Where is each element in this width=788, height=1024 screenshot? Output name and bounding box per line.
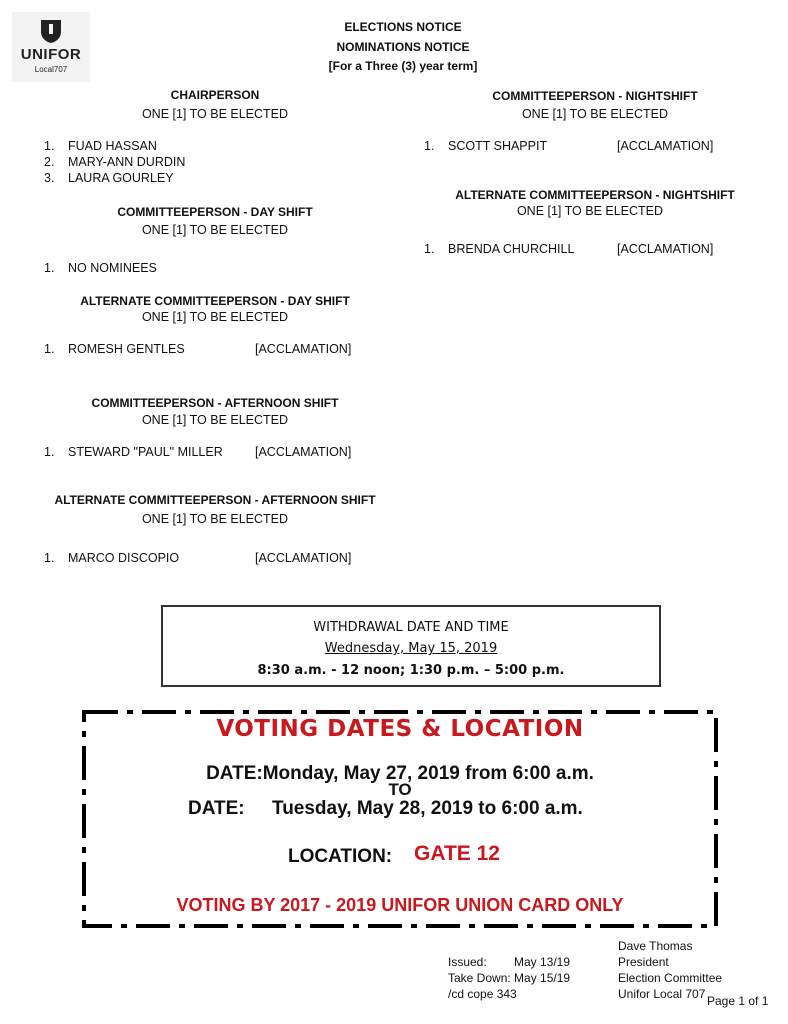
issued-date: May 13/19 [514,955,571,969]
alt-day-shift-elect: ONE [1] TO BE ELECTED [141,310,289,324]
signer-name: Dave Thomas [618,939,693,953]
unifor-logo [12,12,90,82]
elections-notice-title: ELECTIONS NOTICE [344,20,462,34]
unifor-shield-icon [38,18,64,44]
logo-word: UNIFOR [20,46,82,63]
list-item: 1. SCOTT SHAPPIT [424,139,548,153]
location-value: GATE 12 [414,842,500,865]
signer-committee: Election Committee [618,971,723,985]
acclamation-status: [ACCLAMATION] [255,342,352,356]
withdrawal-title: WITHDRAWAL DATE AND TIME [313,620,509,635]
voting-card-note: VOTING BY 2017 - 2019 UNIFOR UNION CARD ONLY [176,895,624,915]
list-item: 1. STEWARD "PAUL" MILLER [44,445,223,459]
voting-title: VOTING DATES & LOCATION [216,716,584,742]
voting-date-1: DATE:Monday, May 27, 2019 from 6:00 a.m. [206,763,594,784]
nominations-notice-title: NOMINATIONS NOTICE [336,40,470,54]
acclamation-status: [ACCLAMATION] [617,139,714,153]
location-label: LOCATION: [288,846,393,867]
take-down-date: Take Down: May 15/19 [448,971,571,985]
withdrawal-times: 8:30 a.m. - 12 noon; 1:30 p.m. – 5:00 p.m. [257,663,565,678]
alt-afternoon-shift-heading: ALTERNATE COMMITTEEPERSON - AFTERNOON SHIFT [54,493,376,507]
voting-to: TO [388,780,412,799]
day-shift-elect: ONE [1] TO BE ELECTED [141,223,289,237]
voting-date-2: Tuesday, May 28, 2019 to 6:00 a.m. [272,798,583,819]
logo-local: Local707 [34,65,68,74]
day-shift-heading: COMMITTEEPERSON - DAY SHIFT [117,205,313,219]
acclamation-status: [ACCLAMATION] [255,445,352,459]
acclamation-status: [ACCLAMATION] [255,551,352,565]
afternoon-shift-heading: COMMITTEEPERSON - AFTERNOON SHIFT [91,396,339,410]
list-item: 1. MARCO DISCOPIO [44,551,180,565]
reference-code: /cd cope 343 [448,987,517,1001]
afternoon-shift-elect: ONE [1] TO BE ELECTED [141,413,289,427]
list-item: 1. NO NOMINEES [44,261,157,275]
page-number: Page 1 of 1 [707,994,769,1008]
chairperson-heading: CHAIRPERSON [170,88,260,102]
list-item: 1. BRENDA CHURCHILL [424,242,575,256]
list-item: 2. MARY-ANN DURDIN [44,155,186,169]
acclamation-status: [ACCLAMATION] [617,242,714,256]
alt-afternoon-shift-elect: ONE [1] TO BE ELECTED [141,512,289,526]
list-item: 3. LAURA GOURLEY [44,171,174,185]
nightshift-elect: ONE [1] TO BE ELECTED [521,107,669,121]
list-item: 1. FUAD HASSAN [44,139,157,153]
alt-nightshift-elect: ONE [1] TO BE ELECTED [516,204,664,218]
signer-organization: Unifor Local 707 [618,987,706,1001]
nightshift-heading: COMMITTEEPERSON - NIGHTSHIFT [492,89,698,103]
term-note: [For a Three (3) year term] [328,59,478,73]
voting-date-2-label: DATE: [188,798,245,819]
withdrawal-box [161,605,661,687]
alt-nightshift-heading: ALTERNATE COMMITTEEPERSON - NIGHTSHIFT [455,188,735,202]
alt-day-shift-heading: ALTERNATE COMMITTEEPERSON - DAY SHIFT [80,294,350,308]
signer-title: President [618,955,669,969]
voting-box [82,710,718,928]
withdrawal-date: Wednesday, May 15, 2019 [324,641,498,656]
issued-label: Issued: [448,955,487,969]
list-item: 1. ROMESH GENTLES [44,342,185,356]
chairperson-elect: ONE [1] TO BE ELECTED [141,107,289,121]
